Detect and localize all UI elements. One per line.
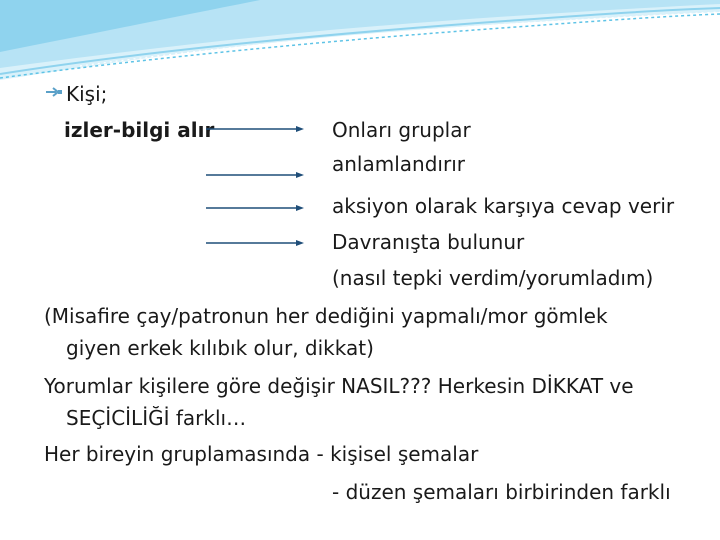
arrow-icon [206,168,306,182]
flow-source: izler-bilgi alır [64,118,215,142]
schemas-line: Her bireyin gruplamasında - kişisel şemalar [44,442,479,466]
slide-heading: Kişi; [66,82,108,106]
arrow-bullet-icon [44,84,64,100]
paragraph-line: Yorumlar kişilere göre değişir NASIL??? Herkesin DİKKAT ve [44,374,634,398]
arrow-icon [206,122,306,136]
flow-step: (nasıl tepki verdim/yorumladım) [332,266,654,290]
flow-step: aksiyon olarak karşıya cevap verir [332,194,675,218]
schemas-line: - düzen şemaları birbirinden farklı [332,480,671,504]
paragraph-line: (Misafire çay/patronun her dediğini yapmalı/mor gömlek [44,304,608,328]
paragraph-line: SEÇİCİLİĞİ farklı… [66,406,247,430]
flow-step: Davranışta bulunur [332,230,525,254]
header-wave-decoration [0,0,720,90]
arrow-icon [206,236,306,250]
paragraph-line: giyen erkek kılıbık olur, dikkat) [66,336,374,360]
flow-step: anlamlandırır [332,152,465,176]
arrow-icon [206,201,306,215]
flow-step: Onları gruplar [332,118,471,142]
